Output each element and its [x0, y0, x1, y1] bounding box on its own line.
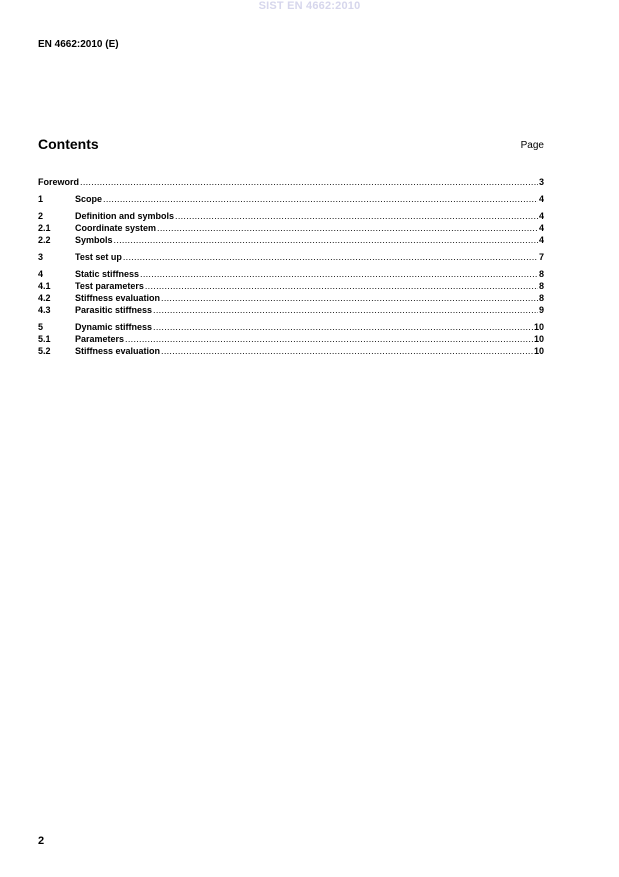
toc-entry-page: 4	[538, 223, 544, 233]
toc-entry-page: 4	[538, 211, 544, 221]
dot-leader	[114, 234, 538, 246]
dot-leader	[175, 210, 538, 222]
toc-entry-title: Parameters	[75, 334, 125, 344]
page-column-label: Page	[520, 140, 544, 151]
toc-entry-number: 2.1	[38, 223, 51, 233]
toc-entry-title: Coordinate system	[75, 223, 157, 233]
toc-entry-page: 10	[533, 322, 544, 332]
toc-entry-test-set-up[interactable]	[38, 251, 544, 263]
toc-entry-parameters[interactable]	[38, 333, 544, 345]
toc-entry-number: 5	[38, 322, 44, 332]
page-number: 2	[38, 835, 45, 847]
toc-entry-title: Scope	[75, 194, 103, 204]
toc-entry-number: 2.2	[38, 235, 51, 245]
dot-leader	[161, 345, 533, 357]
toc-entry-symbols[interactable]	[38, 234, 544, 246]
toc-entry-number: 4.1	[38, 281, 51, 291]
dot-leader	[145, 280, 538, 292]
dot-leader	[153, 304, 538, 316]
toc-entry-test-parameters[interactable]	[38, 280, 544, 292]
toc-entry-title: Foreword	[38, 177, 80, 187]
toc-entry-title: Test parameters	[75, 281, 144, 291]
toc-entry-title: Test set up	[75, 252, 122, 262]
toc-entry-number: 5.1	[38, 334, 51, 344]
toc-entry-number: 4	[38, 269, 44, 279]
toc-entry-foreword[interactable]	[38, 176, 544, 188]
toc-entry-number: 2	[38, 211, 44, 221]
dot-leader	[125, 333, 533, 345]
toc-entry-dynamic-stiffness-evaluation[interactable]	[38, 345, 544, 357]
dot-leader	[103, 193, 538, 205]
contents-heading: Contents	[38, 136, 99, 152]
toc-entry-coordinate-system[interactable]	[38, 222, 544, 234]
toc-entry-scope[interactable]	[38, 193, 544, 205]
document-id: EN 4662:2010 (E)	[38, 39, 119, 50]
toc-entry-page: 4	[538, 194, 544, 204]
toc-entry-page: 10	[533, 334, 544, 344]
dot-leader	[157, 222, 538, 234]
toc-entry-title: Symbols	[75, 235, 113, 245]
toc-entry-title: Stiffness evaluation	[75, 293, 161, 303]
toc-entry-title: Stiffness evaluation	[75, 346, 161, 356]
dot-leader	[140, 268, 538, 280]
toc-entry-number: 4.3	[38, 305, 51, 315]
toc-entry-static-stiffness[interactable]	[38, 268, 544, 280]
toc-entry-page: 7	[538, 252, 544, 262]
toc-entry-number: 5.2	[38, 346, 51, 356]
dot-leader	[161, 292, 538, 304]
toc-entry-page: 10	[533, 346, 544, 356]
watermark: SIST EN 4662:2010	[258, 0, 361, 12]
toc-entry-stiffness-evaluation[interactable]	[38, 292, 544, 304]
toc-entry-number: 1	[38, 194, 44, 204]
toc-entry-page: 8	[538, 293, 544, 303]
dot-leader	[153, 321, 533, 333]
toc-entry-title: Dynamic stiffness	[75, 322, 153, 332]
toc-entry-page: 9	[538, 305, 544, 315]
toc-entry-page: 4	[538, 235, 544, 245]
dot-leader	[80, 176, 538, 188]
toc-entry-title: Parasitic stiffness	[75, 305, 153, 315]
toc-entry-title: Static stiffness	[75, 269, 140, 279]
toc-entry-page: 8	[538, 269, 544, 279]
toc-entry-page: 8	[538, 281, 544, 291]
toc-entry-number: 4.2	[38, 293, 51, 303]
table-of-contents	[38, 176, 544, 357]
toc-entry-number: 3	[38, 252, 44, 262]
toc-entry-page: 3	[538, 177, 544, 187]
toc-entry-title: Definition and symbols	[75, 211, 175, 221]
toc-entry-parasitic-stiffness[interactable]	[38, 304, 544, 316]
toc-entry-dynamic-stiffness[interactable]	[38, 321, 544, 333]
toc-entry-definition-and-symbols[interactable]	[38, 210, 544, 222]
dot-leader	[123, 251, 538, 263]
